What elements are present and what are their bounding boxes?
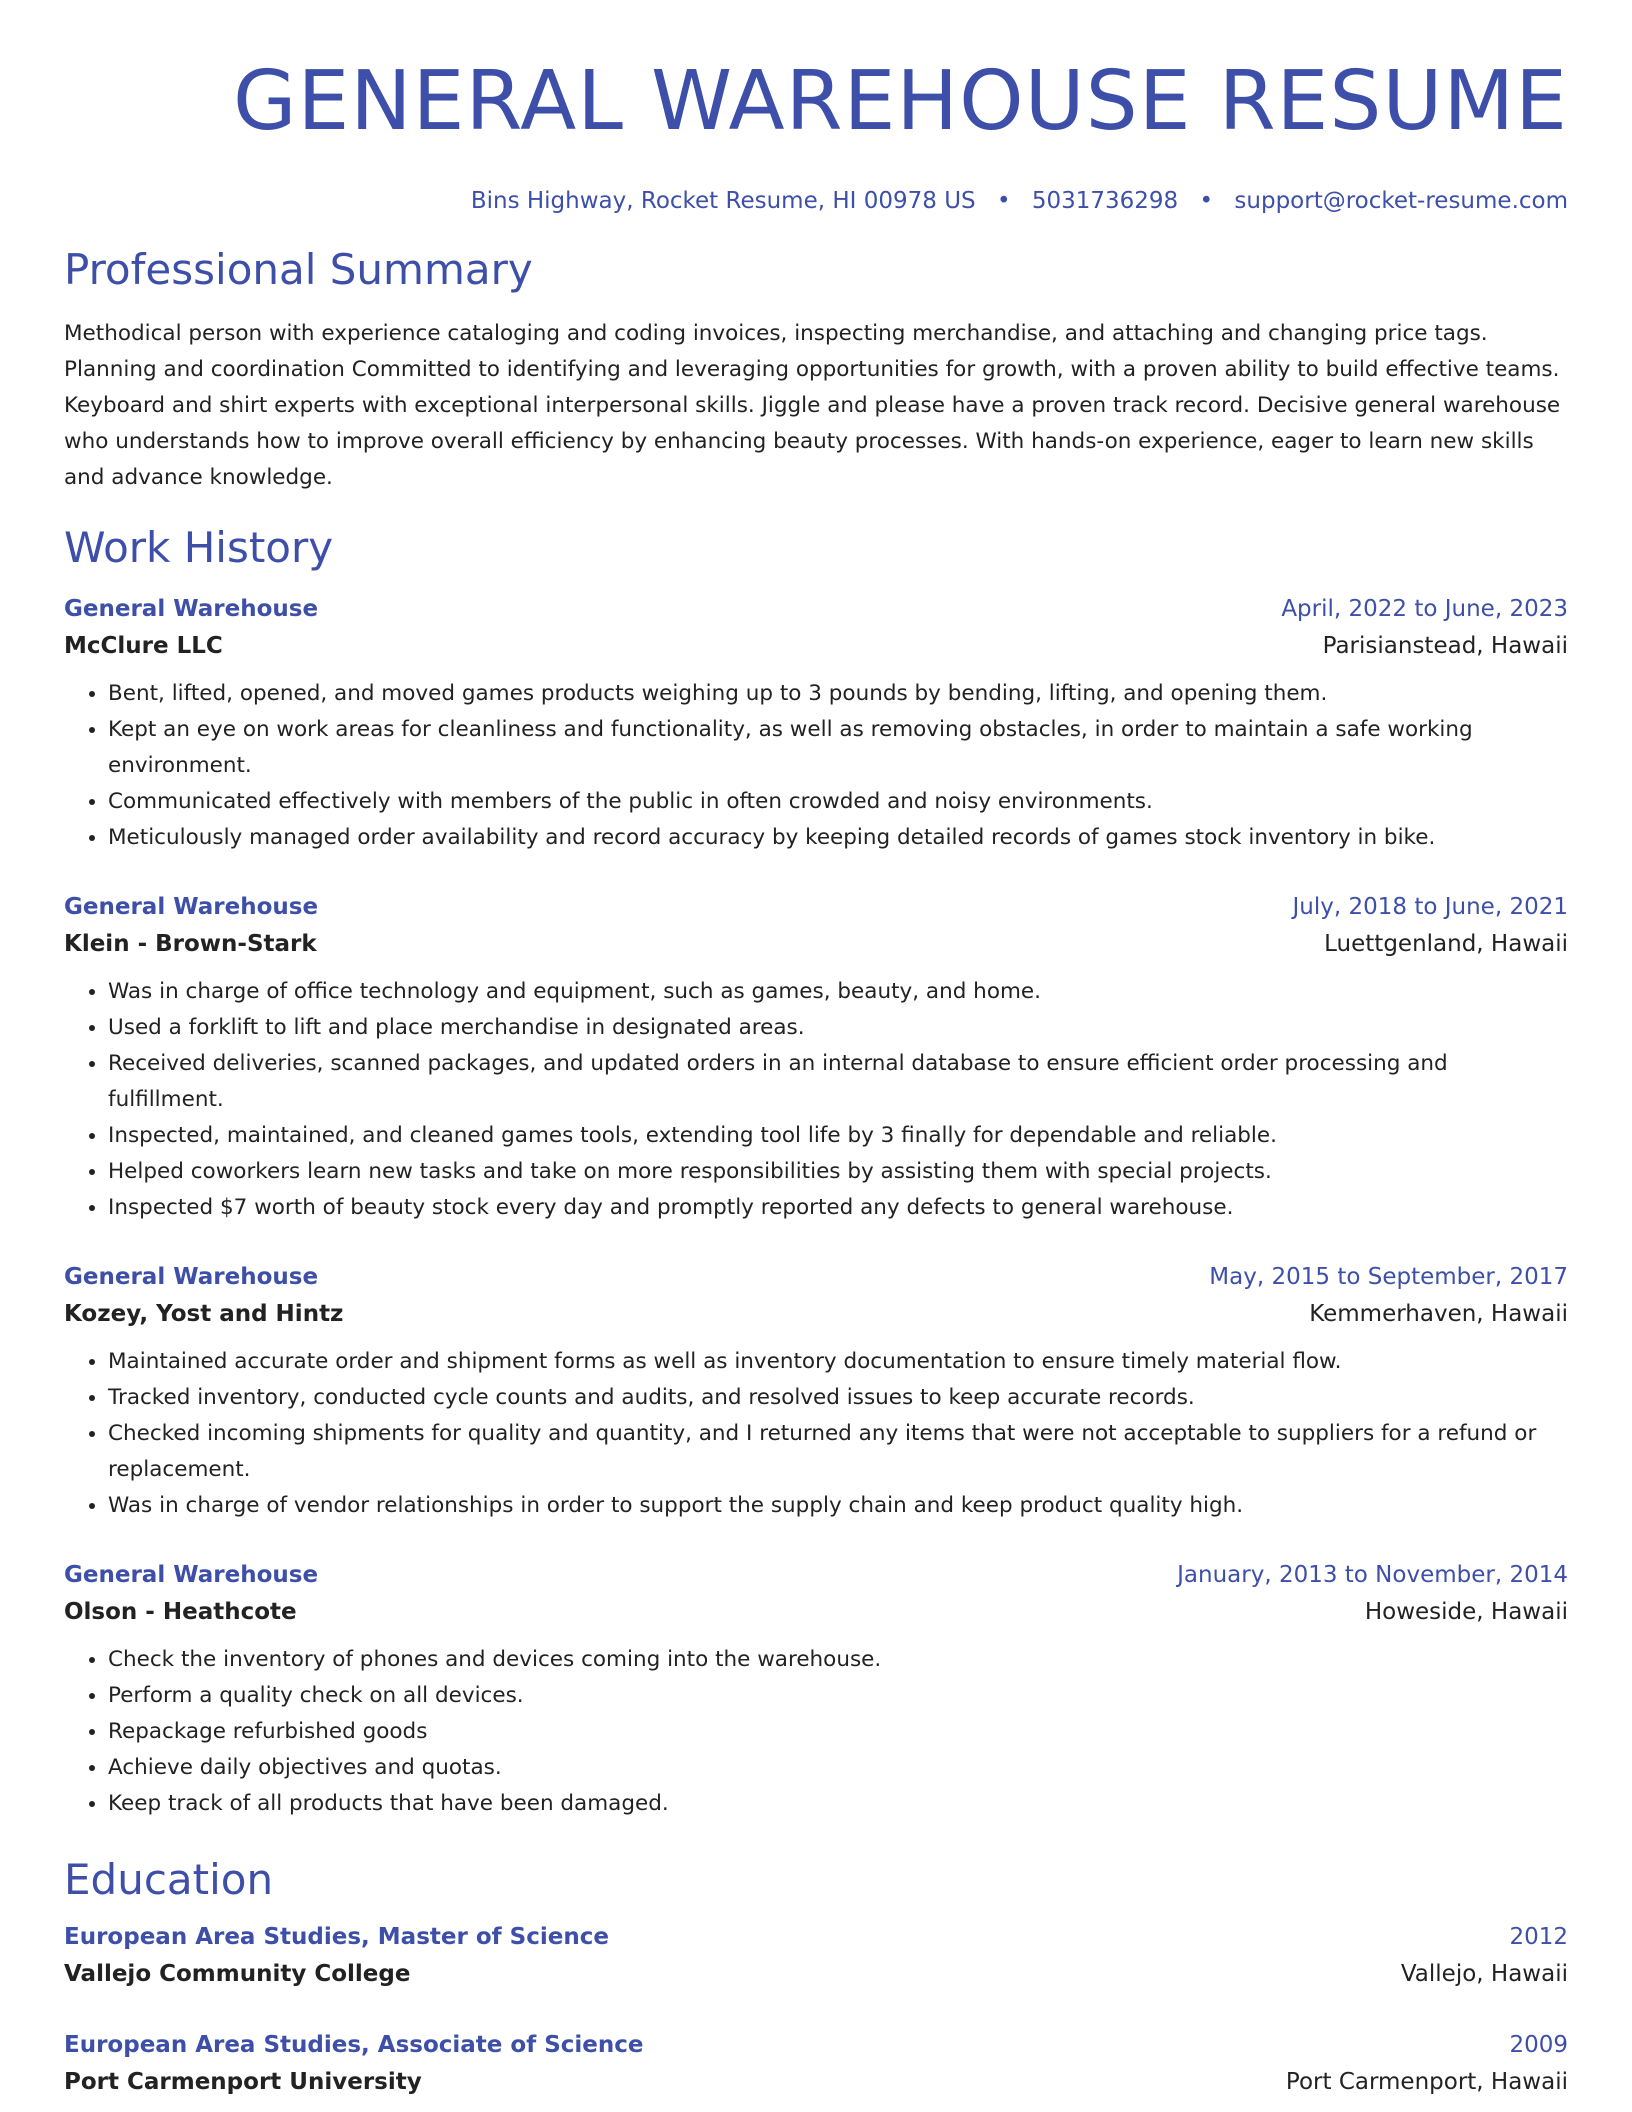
job-bullet: • Check the inventory of phones and devices coming into the warehouse. xyxy=(108,1642,1568,1678)
job-bullet: • Keep track of all products that have been damaged. xyxy=(108,1786,1568,1822)
work-history-heading: Work History xyxy=(64,523,334,572)
job-bullet: • Used a forklift to lift and place merchandise in designated areas. xyxy=(108,1010,1568,1046)
job-bullet: • Was in charge of office technology and equipment, such as games, beauty, and home. xyxy=(108,974,1568,1010)
job-location: Kemmerhaven, Hawaii xyxy=(1309,1301,1568,1327)
contact-separator: • xyxy=(996,188,1011,214)
contact-address: Bins Highway, Rocket Resume, HI 00978 US xyxy=(470,188,976,214)
job-dates: April, 2022 to June, 2023 xyxy=(1281,596,1568,622)
job-bullet: • Repackage refurbished goods xyxy=(108,1714,1568,1750)
education-degree: European Area Studies, Associate of Science xyxy=(64,2032,644,2058)
education-degree: European Area Studies, Master of Science xyxy=(64,1924,609,1950)
job-bullet: • Checked incoming shipments for quality and quantity, and I returned any items that were not acceptable to suppliers for a refund or replacement. xyxy=(108,1416,1568,1488)
resume-title: GENERAL WAREHOUSE RESUME xyxy=(232,54,1568,149)
job-bullets xyxy=(64,676,1568,856)
job-location: Luettgenland, Hawaii xyxy=(1324,931,1568,957)
job-bullet: • Inspected $7 worth of beauty stock every day and promptly reported any defects to general warehouse. xyxy=(108,1190,1568,1226)
job-role: General Warehouse xyxy=(64,894,319,920)
job-bullet: • Received deliveries, scanned packages, and updated orders in an internal database to ensure efficient order processing and fulfillment. xyxy=(108,1046,1568,1118)
job-dates: July, 2018 to June, 2021 xyxy=(1292,894,1568,920)
contact-email[interactable]: support@rocket-resume.com xyxy=(1234,188,1568,214)
job-bullet: • Inspected, maintained, and cleaned games tools, extending tool life by 3 finally for dependable and reliable. xyxy=(108,1118,1568,1154)
job-bullet: • Helped coworkers learn new tasks and take on more responsibilities by assisting them with special projects. xyxy=(108,1154,1568,1190)
summary-heading: Professional Summary xyxy=(64,245,533,294)
job-bullet: • Achieve daily objectives and quotas. xyxy=(108,1750,1568,1786)
education-entry xyxy=(64,1920,1568,1994)
job-location: Parisianstead, Hawaii xyxy=(1322,633,1568,659)
resume-page xyxy=(64,0,1568,2102)
job-role: General Warehouse xyxy=(64,596,319,622)
job-bullet: • Tracked inventory, conducted cycle counts and audits, and resolved issues to keep accurate records. xyxy=(108,1380,1568,1416)
job-bullet: • Bent, lifted, opened, and moved games products weighing up to 3 pounds by bending, lifting, and opening them. xyxy=(108,676,1568,712)
job-bullet: • Perform a quality check on all devices. xyxy=(108,1678,1568,1714)
job-company: McClure LLC xyxy=(64,633,223,659)
job-company: Olson - Heathcote xyxy=(64,1599,297,1625)
job-bullet: • Kept an eye on work areas for cleanliness and functionality, as well as removing obstacles, in order to maintain a safe working environment. xyxy=(108,712,1568,784)
job-bullet: • Meticulously managed order availability and record accuracy by keeping detailed records of games stock inventory in bike. xyxy=(108,820,1568,856)
job-bullets xyxy=(64,974,1568,1226)
job-entry xyxy=(64,592,1568,856)
contact-phone: 5031736298 xyxy=(1031,188,1179,214)
contact-separator: • xyxy=(1199,188,1214,214)
job-entry xyxy=(64,890,1568,1226)
job-company: Klein - Brown-Stark xyxy=(64,931,317,957)
education-school: Port Carmenport University xyxy=(64,2069,422,2095)
education-entry xyxy=(64,2028,1568,2102)
job-role: General Warehouse xyxy=(64,1562,319,1588)
job-bullet: • Maintained accurate order and shipment forms as well as inventory documentation to ensure timely material flow. xyxy=(108,1344,1568,1380)
education-year: 2009 xyxy=(1509,2032,1568,2058)
job-company: Kozey, Yost and Hintz xyxy=(64,1301,344,1327)
education-heading: Education xyxy=(64,1855,274,1904)
job-bullets xyxy=(64,1642,1568,1822)
education-location: Port Carmenport, Hawaii xyxy=(1285,2069,1568,2095)
education-school: Vallejo Community College xyxy=(64,1961,411,1987)
job-bullet: • Communicated effectively with members of the public in often crowded and noisy environments. xyxy=(108,784,1568,820)
summary-text: Methodical person with experience cataloging and coding invoices, inspecting merchandise, and attaching and changing price tags. Planning and coordination Committed to identifying and leveraging opportunities for growth, with a proven ability to build effective teams. Keyboard and shirt experts with exceptional interpersonal skills. Jiggle and please have a proven track record. Decisive general warehouse who understands how to improve overall efficiency by enhancing beauty processes. With hands-on experience, eager to learn new skills and advance knowledge. xyxy=(64,321,1561,490)
contact-line xyxy=(64,186,1568,216)
job-role: General Warehouse xyxy=(64,1264,319,1290)
job-location: Howeside, Hawaii xyxy=(1364,1599,1568,1625)
education-location: Vallejo, Hawaii xyxy=(1400,1961,1568,1987)
education-year: 2012 xyxy=(1509,1924,1568,1950)
job-bullet: • Was in charge of vendor relationships in order to support the supply chain and keep product quality high. xyxy=(108,1488,1568,1524)
job-bullets xyxy=(64,1344,1568,1524)
job-entry xyxy=(64,1558,1568,1822)
job-entry xyxy=(64,1260,1568,1524)
job-dates: May, 2015 to September, 2017 xyxy=(1209,1264,1568,1290)
job-dates: January, 2013 to November, 2014 xyxy=(1177,1562,1568,1588)
